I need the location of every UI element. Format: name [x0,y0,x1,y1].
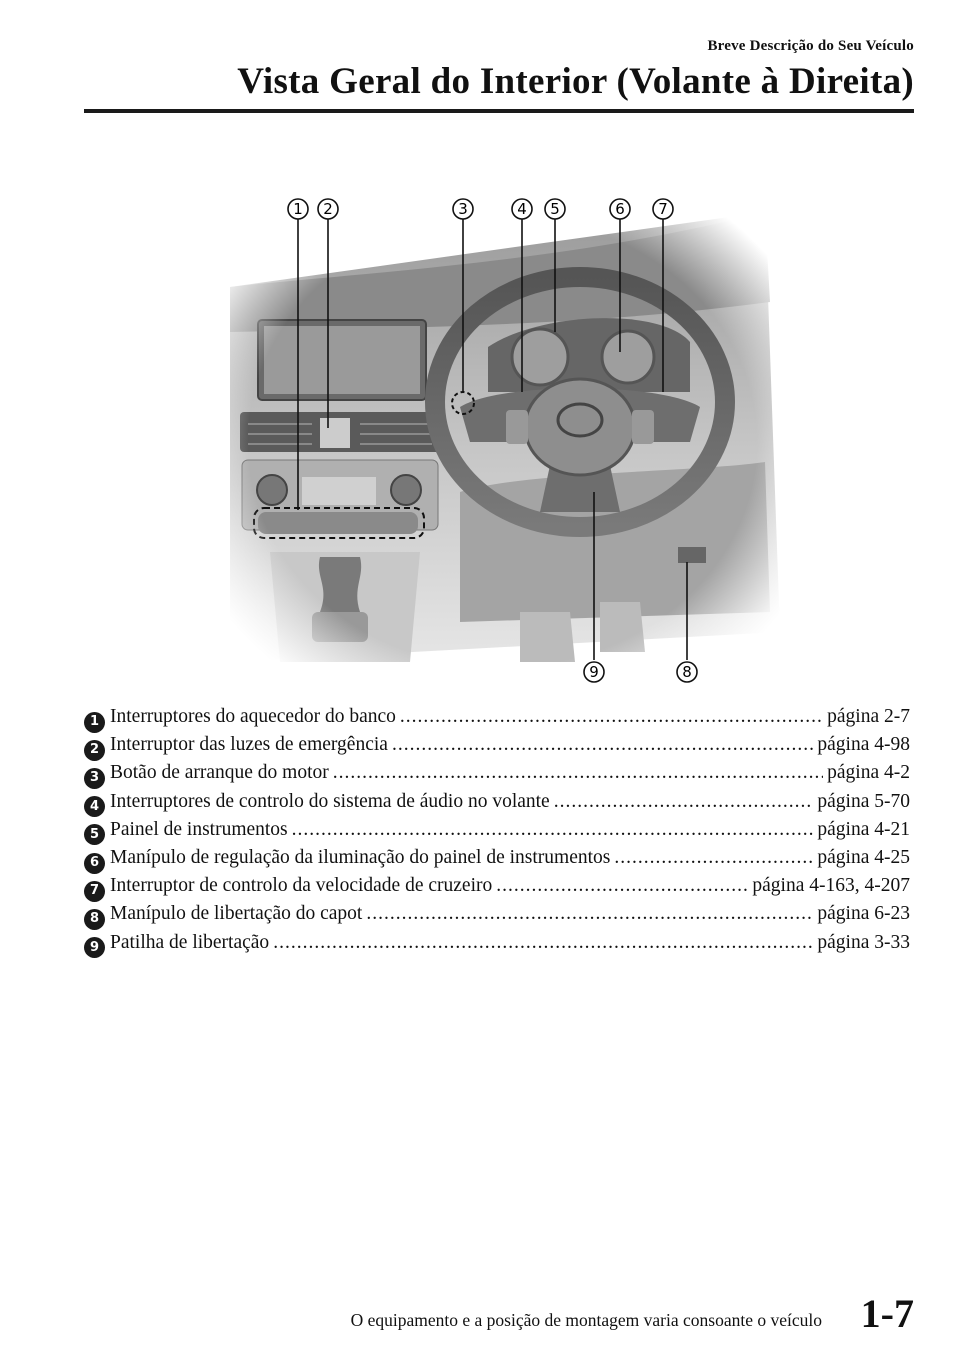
legend-item [84,788,910,816]
leader-dots [273,929,813,957]
leader-dots [366,900,813,928]
item-label: Interruptor das luzes de emergência [110,734,388,756]
footer-note: O equipamento e a posição de montagem varia consoante o veículo [350,1310,822,1330]
item-number-badge: 4 [84,796,105,817]
callout-7-label: 7 [658,200,668,218]
item-label: Painel de instrumentos [110,818,288,840]
callout-4 [512,199,532,219]
callout-9 [584,662,604,682]
legend-item [84,844,910,872]
callout-2 [318,199,338,219]
item-page-ref: página 4-98 [817,734,910,756]
item-page-ref: página 4-2 [827,762,910,784]
callout-2-label: 2 [323,200,333,218]
legend-item [84,900,910,928]
item-number-badge: 3 [84,768,105,789]
page-title: Vista Geral do Interior (Volante à Direita) [237,61,914,102]
callout-4-label: 4 [517,200,527,218]
item-label: Patilha de libertação [110,931,270,953]
item-label: Botão de arranque do motor [110,762,329,784]
item-label: Interruptores do aquecedor do banco [110,706,396,727]
title-rule [84,109,914,113]
leader-dots [496,872,748,900]
callout-6-label: 6 [615,200,625,218]
item-page-ref: página 3-33 [817,931,910,953]
item-label: Manípulo de libertação do capot [110,903,363,925]
leader-dots [400,703,823,731]
item-page-ref: página 4-21 [817,818,910,840]
leader-dots [614,844,813,872]
item-number-badge: 2 [84,740,105,761]
page-number: 1-7 [860,1291,914,1336]
callout-6 [610,199,630,219]
component-legend [84,703,910,957]
callout-9-label: 9 [589,663,599,681]
leader-dots [392,731,813,759]
legend-item [84,759,910,787]
item-number-badge: 7 [84,881,105,902]
callout-1-label: 1 [293,200,303,218]
callout-5-label: 5 [550,200,560,218]
callout-8-label: 8 [682,663,692,681]
callout-5 [545,199,565,219]
item-page-ref: página 2-7 [827,706,910,727]
item-number-badge: 8 [84,909,105,930]
interior-illustration [220,192,785,692]
item-number-badge: 5 [84,824,105,845]
legend-item [84,703,910,731]
legend-item [84,872,910,900]
item-label: Manípulo de regulação da iluminação do painel de instrumentos [110,847,611,869]
item-page-ref: página 4-25 [817,847,910,869]
callout-1 [288,199,308,219]
leader-dots [292,816,814,844]
legend-item [84,929,910,957]
callout-3-label: 3 [458,200,468,218]
item-page-ref: página 5-70 [817,790,910,812]
leader-dots [333,759,823,787]
item-label: Interruptor de controlo da velocidade de cruzeiro [110,875,493,897]
legend-item [84,731,910,759]
legend-item [84,816,910,844]
item-label: Interruptores de controlo do sistema de áudio no volante [110,790,550,812]
leader-dots [554,788,814,816]
item-number-badge: 1 [84,712,105,733]
callout-3 [453,199,473,219]
callout-7 [653,199,673,219]
item-number-badge: 9 [84,937,105,958]
callout-8 [677,662,697,682]
section-label: Breve Descrição do Seu Veículo [707,38,914,54]
item-number-badge: 6 [84,853,105,874]
item-page-ref: página 4-163, 4-207 [752,875,910,897]
dashboard-drawing [220,192,785,692]
item-page-ref: página 6-23 [817,903,910,925]
